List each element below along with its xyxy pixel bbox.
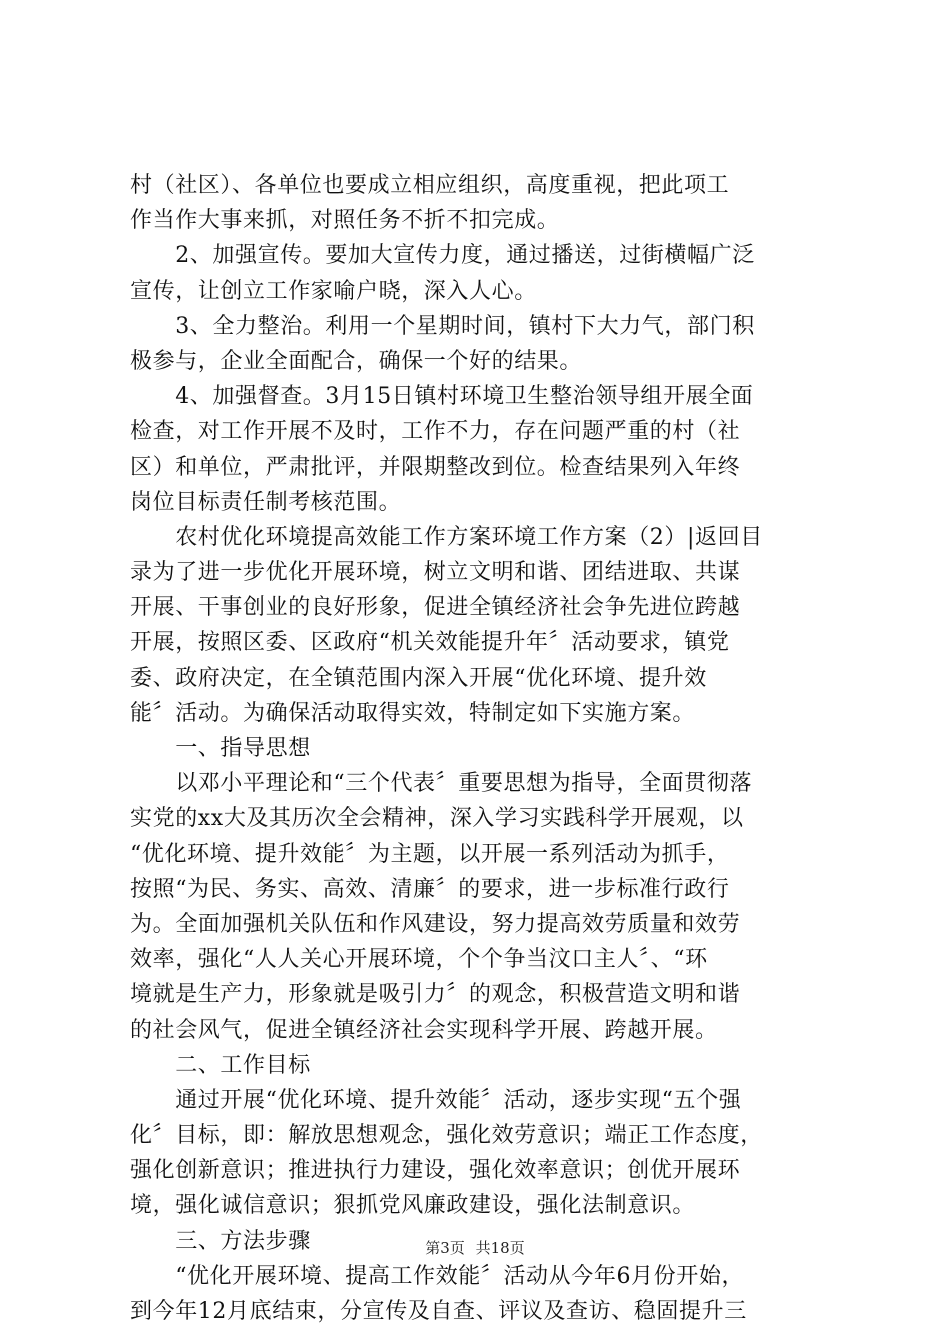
section-heading-method-steps: 三、方法步骤 [130,1228,311,1254]
page-footer [0,1238,950,1258]
text-line: 以邓小平理论和“三个代表〞重要思想为指导，全面贯彻落 [130,771,753,797]
text-line: 实党的xx大及其历次全会精神，深入学习实践科学开展观，以 [130,806,744,832]
text-line: 的社会风气，促进全镇经济社会实现科学开展、跨越开展。 [130,1017,718,1043]
text-line: 4、加强督查。3月15日镇村环境卫生整治领导组开展全面 [130,384,754,410]
text-line: 农村优化环境提高效能工作方案环境工作方案（2）|返回目 [130,524,763,550]
text-line: 化〞目标，即：解放思想观念，强化效劳意识；端正工作态度， [130,1123,763,1149]
page-number: 第3页 [425,1239,465,1257]
text-line: 2、加强宣传。要加大宣传力度，通过播送，过街横幅广泛 [130,243,755,269]
text-line: 检查，对工作开展不及时，工作不力，存在问题严重的村（社 [130,419,741,445]
text-line: 区）和单位，严肃批评，并限期整改到位。检查结果列入年终 [130,454,741,480]
text-line: 境就是生产力，形象就是吸引力〞的观念，积极营造文明和谐 [130,982,741,1008]
text-line: 村（社区）、各单位也要成立相应组织，高度重视，把此项工 [130,173,730,198]
text-line: 通过开展“优化环境、提升效能〞活动，逐步实现“五个强 [130,1087,742,1113]
text-line: 效率，强化“人人关心开展环境，个个争当汶口主人〞、“环 [130,947,708,973]
text-line: “优化环境、提升效能〞为主题，以开展一系列活动为抓手， [130,841,730,867]
text-line: 极参与，企业全面配合，确保一个好的结果。 [130,348,583,374]
text-line: 能〞活动。为确保活动取得实效，特制定如下实施方案。 [130,700,696,726]
text-line: 作当作大事来抓，对照任务不折不扣完成。 [130,208,560,234]
text-line: 为。全面加强机关队伍和作风建设，努力提高效劳质量和效劳 [130,911,741,937]
text-line: 岗位目标责任制考核范围。 [130,489,402,515]
text-line: 境，强化诚信意识；狠抓党风廉政建设，强化法制意识。 [130,1193,696,1219]
document-body [130,168,830,1329]
text-line: 委、政府决定，在全镇范围内深入开展“优化环境、提升效 [130,665,707,691]
text-line: 开展、干事创业的良好形象，促进全镇经济社会争先进位跨越 [130,595,741,621]
text-line: 3、全力整治。利用一个星期时间，镇村下大力气，部门积 [130,313,755,339]
text-line: 宣传，让创立工作家喻户晓，深入人心。 [130,278,537,304]
section-heading-guiding-thought: 一、指导思想 [130,736,311,761]
text-line: 录为了进一步优化开展环境，树立文明和谐、团结进取、共谋 [130,560,741,586]
text-line: 到今年12月底结束，分宣传及自查、评议及查访、稳固提升三 [130,1299,747,1324]
page-total: 共18页 [475,1239,525,1257]
text-line: 强化创新意识；推进执行力建设，强化效率意识；创优开展环 [130,1158,741,1184]
text-line: 开展，按照区委、区政府“机关效能提升年〞活动要求，镇党 [130,630,730,656]
text-line: 按照“为民、务实、高效、清廉〞的要求，进一步标准行政行 [130,876,730,902]
section-heading-work-goals: 二、工作目标 [130,1052,311,1078]
text-line: “优化开展环境、提高工作效能〞活动从今年6月份开始， [130,1263,745,1289]
